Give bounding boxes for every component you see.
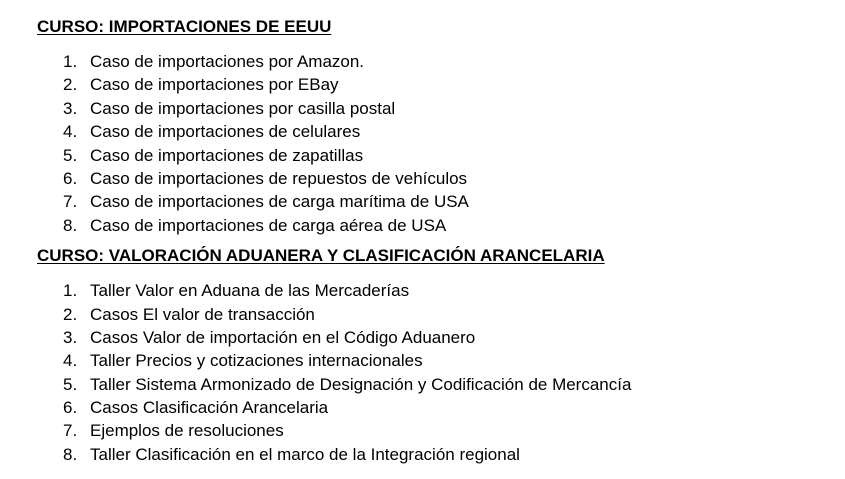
list-item-number: 3. [63,98,78,118]
list-item [37,120,827,143]
list-item [37,279,827,302]
list-item-number: 8. [63,444,78,464]
list-item-text: Caso de importaciones de celulares [90,122,361,142]
list-item-number: 6. [63,398,78,418]
list-item-number: 8. [63,215,78,235]
list-item [37,349,827,372]
course-topics-list-customs-valuation [37,279,827,466]
list-item-text: Ejemplos de resoluciones [90,421,284,441]
list-item [37,326,827,349]
course-topics-list-imports [37,50,827,237]
list-item [37,396,827,419]
list-item-text: Caso de importaciones por EBay [90,75,339,95]
list-item-number: 1. [63,52,78,71]
list-item [37,190,827,213]
list-item-number: 2. [63,75,78,95]
course-title-imports: CURSO: IMPORTACIONES DE EEUU [37,17,332,36]
list-item [37,73,827,96]
list-item-number: 2. [63,304,78,324]
list-item [37,144,827,167]
list-item-number: 7. [63,421,78,441]
list-item-text: Casos Valor de importación en el Código Aduanero [90,327,476,347]
list-item [37,373,827,396]
list-item-number: 7. [63,192,78,212]
list-item-number: 1. [63,281,78,301]
list-item [37,50,827,73]
list-item-number: 4. [63,351,78,371]
list-item-text: Caso de importaciones de carga marítima de USA [90,192,469,212]
list-item [37,443,827,466]
list-item [37,214,827,237]
list-item [37,419,827,442]
list-item [37,97,827,120]
list-item-text: Caso de importaciones de carga aérea de USA [90,215,447,235]
list-item-number: 6. [63,168,78,188]
list-item-text: Casos El valor de transacción [90,304,315,324]
list-item [37,167,827,190]
list-item-text: Casos Clasificación Arancelaria [90,398,329,418]
list-item-text: Taller Valor en Aduana de las Mercaderías [90,281,410,301]
list-item-number: 3. [63,327,78,347]
list-item-number: 5. [63,145,78,165]
list-item-text: Taller Precios y cotizaciones internacionales [90,351,423,371]
list-item-number: 4. [63,122,78,142]
list-item-number: 5. [63,374,78,394]
list-item-text: Taller Sistema Armonizado de Designación y Codificación de Mercancía [90,374,632,394]
list-item [37,303,827,326]
list-item-text: Caso de importaciones de repuestos de vehículos [90,168,468,188]
list-item-text: Taller Clasificación en el marco de la Integración regional [90,444,520,464]
list-item-text: Caso de importaciones por casilla postal [90,98,396,118]
course-title-customs-valuation: CURSO: VALORACIÓN ADUANERA Y CLASIFICACIÓN ARANCELARIA [37,246,605,266]
list-item-text: Caso de importaciones de zapatillas [90,145,364,165]
document-body [37,15,827,466]
list-item-text: Caso de importaciones por Amazon. [90,52,365,71]
